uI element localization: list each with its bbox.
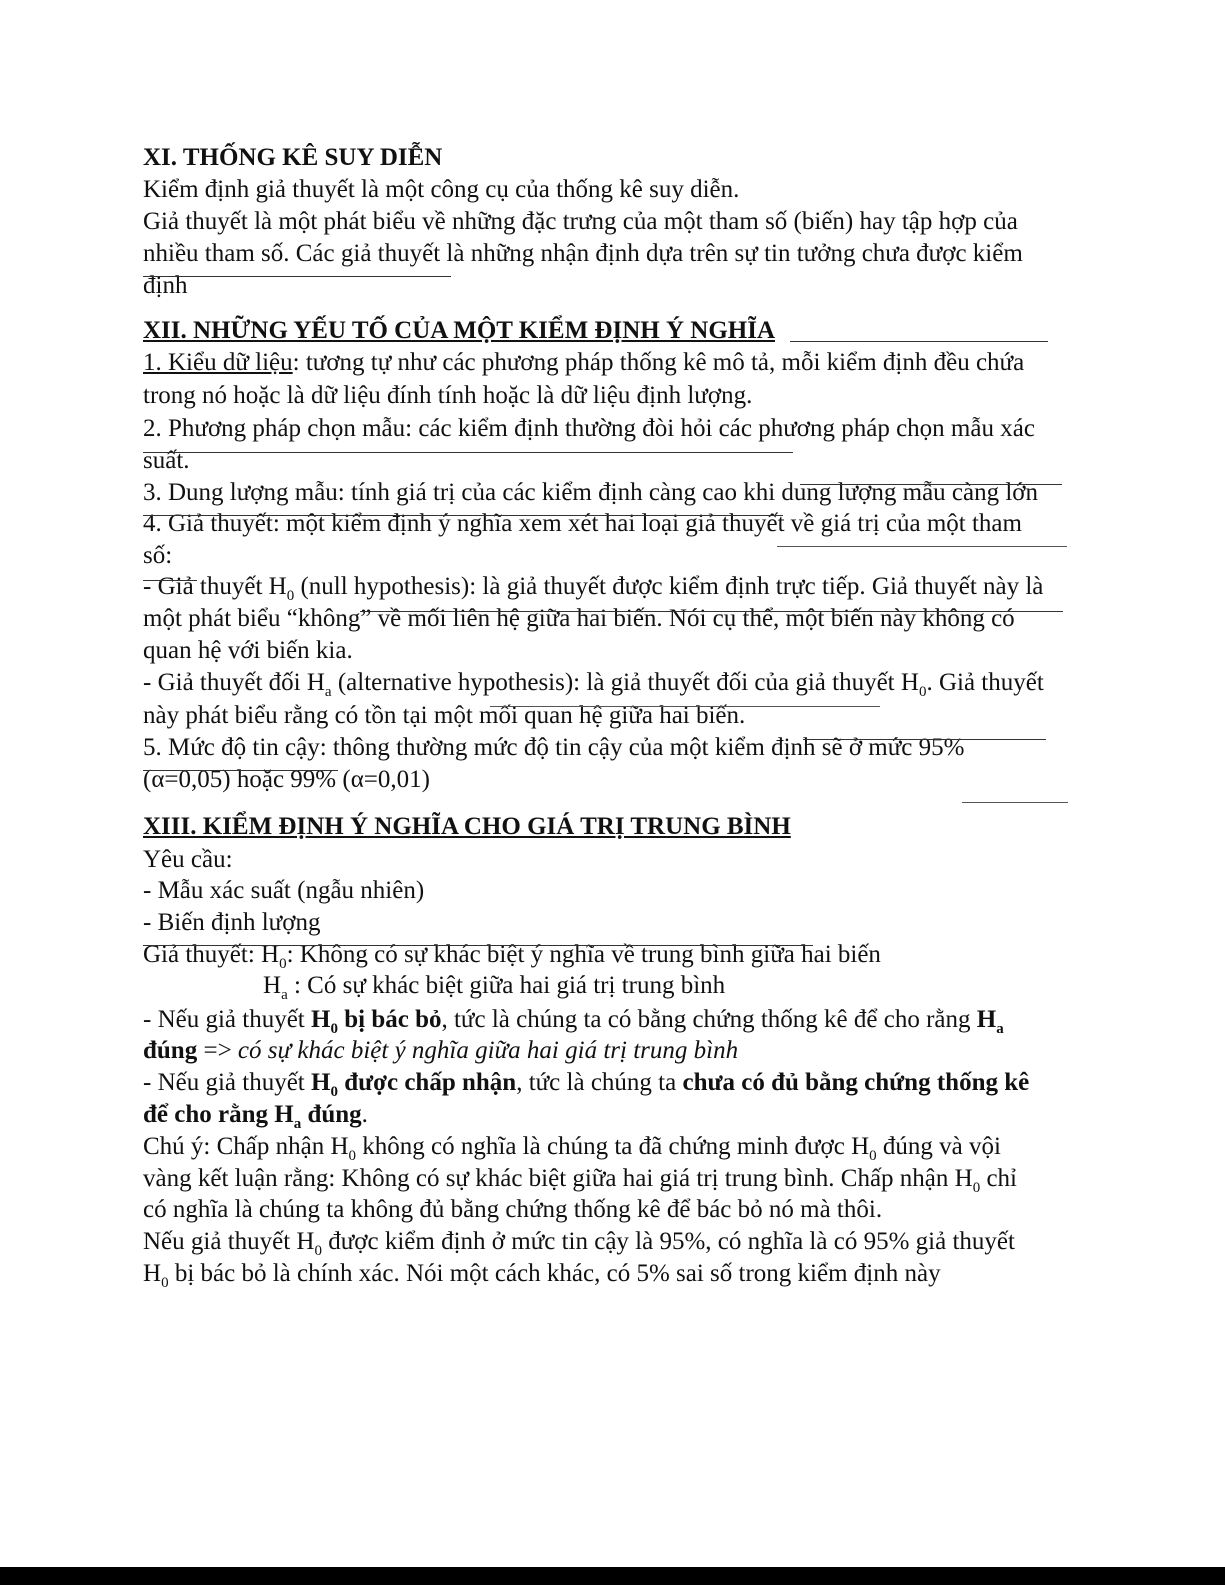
subscript: a: [996, 1021, 1004, 1037]
section-xii-line: suất.: [143, 447, 190, 474]
text: - Giả thuyết đối H: [143, 669, 325, 696]
text: =>: [197, 1037, 238, 1064]
reject-h0-line-2: [143, 1036, 738, 1066]
section-xii-item-5-line-2: (α=0,05) hoặc 99% (α=0,01): [143, 766, 430, 793]
requirement-2: - Biến định lượng: [143, 909, 321, 936]
underline-rule: [143, 945, 813, 946]
section-xi-line-2: Giả thuyết là một phát biểu về những đặc trưng của một tham số (biến) hay tập hợp của: [143, 208, 1018, 235]
underline-rule: [790, 341, 1048, 342]
section-xii-item-2: 2. Phương pháp chọn mẫu: các kiểm định thường đòi hỏi các phương pháp chọn mẫu xác: [143, 415, 1035, 442]
underline-rule: [143, 580, 197, 581]
section-xii-item-1: [143, 348, 1024, 378]
text: H: [311, 1069, 331, 1096]
text: (null hypothesis): là giả thuyết được kiểm định trực tiếp. Giả thuyết này là: [294, 573, 1044, 600]
section-xi-line-3: nhiều tham số. Các giả thuyết là những nhận định dựa trên sự tin tưởng chưa được kiểm: [143, 240, 1023, 267]
underline-rule: [143, 770, 338, 771]
subscript: 0: [330, 1021, 338, 1037]
subscript: a: [324, 684, 332, 700]
subscript: 0: [161, 1275, 169, 1291]
text: H: [976, 1006, 997, 1033]
text: có sự khác biệt ý nghĩa giữa hai giá trị trung bình: [237, 1037, 739, 1064]
text: , tức là chúng ta: [516, 1069, 683, 1096]
text: Nếu giả thuyết H: [143, 1228, 315, 1255]
text: chỉ: [980, 1165, 1017, 1192]
text: Chú ý: Chấp nhận H: [143, 1133, 349, 1160]
text: - Nếu giả thuyết: [143, 1069, 312, 1096]
ha-definition-line-2: này phát biểu rằng có tồn tại một mối quan hệ giữa hai biến.: [143, 702, 746, 729]
section-xii-line: trong nó hoặc là dữ liệu đính tính hoặc là dữ liệu định lượng.: [143, 382, 753, 409]
text: (alternative hypothesis): là giả thuyết đối của giả thuyết H: [331, 669, 919, 696]
text: , tức là chúng ta có bằng chứng thống kê để cho rằng: [441, 1006, 977, 1033]
h0-definition-line-2: một phát biểu “không” về mối liên hệ giữa hai biến. Nói cụ thể, một biến này không có: [143, 605, 1015, 632]
text: - Giả thuyết H: [143, 573, 287, 600]
underline-rule: [777, 546, 1067, 547]
text: H: [263, 972, 282, 999]
text: .: [361, 1101, 368, 1128]
requirements-label: Yêu cầu:: [143, 846, 233, 873]
subscript: 0: [918, 684, 927, 700]
requirement-1: - Mẫu xác suất (ngẫu nhiên): [143, 877, 425, 904]
text: vàng kết luận rằng: Không có sự khác biệt giữa hai giá trị trung bình. Chấp nhận H: [143, 1165, 973, 1192]
confidence-line-2: [143, 1259, 941, 1298]
text: H: [143, 1260, 162, 1287]
section-xi-line-1: Kiểm định giả thuyết là một công cụ của thống kê suy diễn.: [143, 176, 740, 203]
section-xiii-title: XIII. KIỂM ĐỊNH Ý NGHĨA CHO GIÁ TRỊ TRUNG BÌNH: [143, 813, 791, 840]
text: : Không có sự khác biệt ý nghĩa về trung bình giữa hai biến: [286, 941, 881, 968]
subscript: a: [293, 1116, 302, 1132]
section-xii-item-4: 4. Giả thuyết: một kiểm định ý nghĩa xem xét hai loại giả thuyết về giá trị của một tham: [143, 510, 1022, 537]
text: được chấp nhận: [337, 1069, 517, 1096]
item-1-label: 1. Kiểu dữ liệu: [143, 349, 293, 376]
text: chưa có đủ bằng chứng thống kê: [682, 1069, 1030, 1096]
section-xi-line-4: định: [143, 272, 188, 299]
underline-rule: [143, 452, 793, 453]
text: bị bác bỏ: [337, 1006, 442, 1033]
subscript: 0: [286, 588, 295, 604]
section-xii-item-3: 3. Dung lượng mẫu: tính giá trị của các kiểm định càng cao khi dung lượng mẫu càng lớn: [143, 479, 1039, 506]
h0-definition-line-3: quan hệ với biến kia.: [143, 637, 353, 664]
section-xii-title: XII. NHỮNG YẾU TỐ CỦA MỘT KIỂM ĐỊNH Ý NGHĨA: [143, 317, 775, 344]
underline-rule: [490, 706, 880, 707]
text: đúng: [301, 1101, 362, 1128]
subscript: 0: [314, 1243, 322, 1259]
text: - Nếu giả thuyết: [143, 1006, 312, 1033]
subscript: 0: [869, 1148, 877, 1164]
underline-rule: [800, 484, 1062, 485]
text: Giả thuyết: H: [143, 941, 280, 968]
underline-rule: [803, 739, 1046, 740]
section-xii-item-5: 5. Mức độ tin cậy: thông thường mức độ tin cậy của một kiểm định sẽ ở mức 95%: [143, 734, 965, 761]
subscript: a: [281, 987, 288, 1003]
underline-rule: [962, 802, 1068, 803]
underline-rule: [360, 611, 1063, 612]
text: không có nghĩa là chúng ta đã chứng minh được H: [356, 1133, 870, 1160]
text: H: [311, 1006, 331, 1033]
subscript: 0: [279, 956, 287, 972]
subscript: 0: [972, 1180, 981, 1196]
text: để cho rằng H: [143, 1101, 294, 1128]
item-1-text: : tương tự như các phương pháp thống kê mô tả, mỗi kiểm định đều chứa: [292, 349, 1025, 376]
text: . Giả thuyết: [926, 669, 1044, 696]
text: bị bác bỏ là chính xác. Nói một cách khác, có 5% sai số trong kiểm định này: [168, 1260, 941, 1287]
section-xii-line: số:: [143, 542, 173, 569]
text: đúng và vội: [876, 1133, 1001, 1160]
text: đúng: [143, 1037, 198, 1064]
text: được kiểm định ở mức tin cậy là 95%, có nghĩa là có 95% giả thuyết: [321, 1228, 1015, 1255]
text: : Có sự khác biệt giữa hai giá trị trung bình: [287, 972, 726, 999]
section-xi-title: XI. THỐNG KÊ SUY DIỄN: [143, 144, 443, 171]
underline-rule: [143, 276, 451, 277]
note-line-3: có nghĩa là chúng ta không đủ bằng chứng thống kê để bác bỏ nó mà thôi.: [143, 1196, 883, 1223]
underline-rule: [143, 515, 783, 516]
subscript: 0: [348, 1148, 357, 1164]
subscript: 0: [330, 1084, 338, 1100]
page-bottom-bar: [0, 1567, 1225, 1585]
